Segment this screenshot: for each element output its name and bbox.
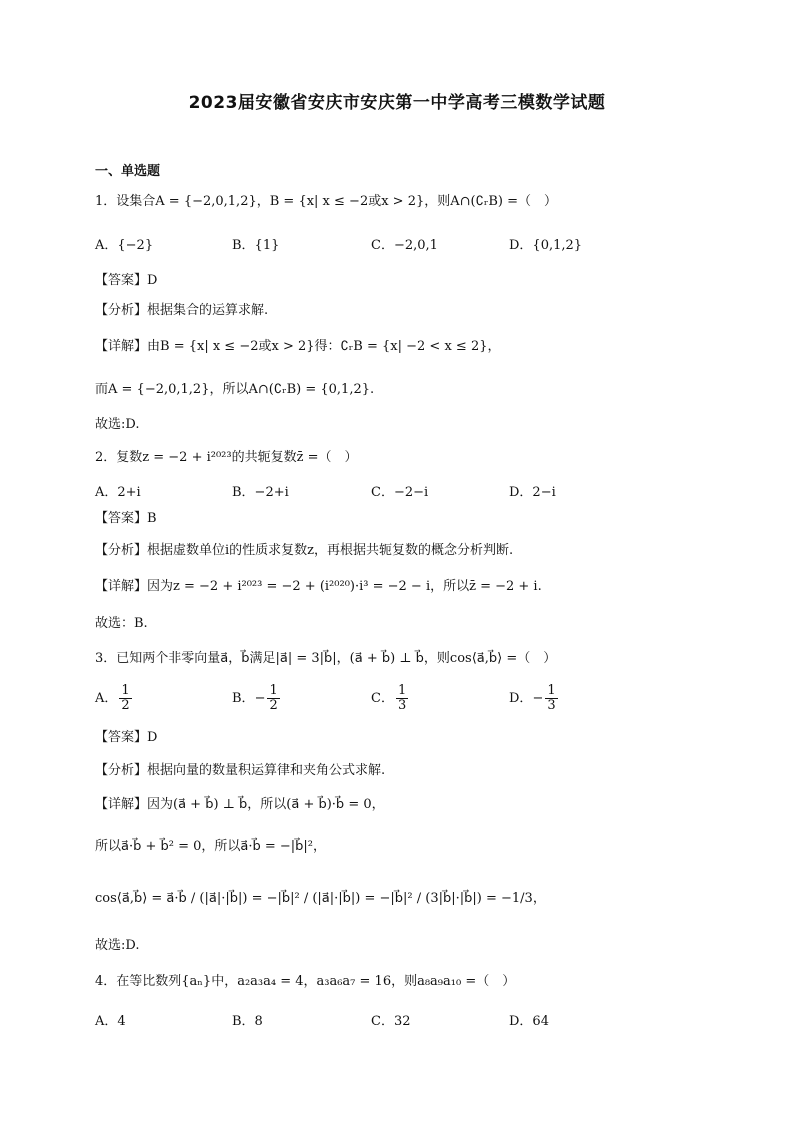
document-title: 2023届安徽省安庆市安庆第一中学高考三模数学试题 [188, 93, 606, 113]
detail-line: cos⟨a⃗,b⃗⟩ = a⃗·b⃗ / (|a⃗|·|b⃗|) = −|b⃗|² / (|a⃗|·|b⃗|) = −|b⃗|² / (3|b⃗|·|b⃗|) = −1/3， [95, 891, 546, 906]
option-b: B．8 [232, 1014, 263, 1029]
analysis-text: 根据虚数单位i的性质求复数z，再根据共轭复数的概念分析判断. [147, 543, 514, 558]
option-a: A．{−2} [95, 238, 154, 253]
answer-label: 【答案】 [95, 511, 148, 526]
question-3-options [95, 684, 695, 720]
fraction-denominator: 3 [397, 698, 407, 713]
analysis-label: 【分析】 [95, 543, 148, 558]
option-d: D．{0,1,2} [509, 238, 583, 253]
question-3-analysis [95, 762, 385, 780]
fraction [396, 684, 408, 713]
fraction [267, 684, 279, 713]
option-b [232, 684, 282, 713]
option-c: C．32 [371, 1014, 411, 1029]
option-c [371, 684, 410, 713]
analysis-text: 根据集合的运算求解. [147, 303, 269, 318]
question-4-options [95, 1010, 695, 1034]
answer-value: B [147, 511, 157, 526]
fraction-numerator: 1 [121, 683, 130, 698]
detail-line: 因为(a⃗ + b⃗) ⊥ b⃗，所以(a⃗ + b⃗)·b⃗ = 0， [147, 797, 385, 812]
option-d [509, 684, 560, 713]
question-1-analysis [95, 302, 268, 320]
detail-label: 【详解】 [95, 339, 148, 354]
detail-line: 因为z = −2 + i²⁰²³ = −2 + (i²⁰²⁰)·i³ = −2 − i，所以z̄ = −2 + i. [147, 579, 542, 594]
question-2-analysis [95, 542, 513, 560]
fraction [119, 684, 131, 713]
option-a: A．4 [95, 1014, 126, 1029]
question-2-options [95, 481, 695, 505]
fraction-denominator: 2 [121, 698, 130, 713]
question-1-stem: 1．设集合A = {−2,0,1,2}，B = {x| x ≤ −2或x > 2}，则A∩(∁ᵣB) =（ ） [95, 194, 558, 209]
option-letter: D． [509, 691, 533, 706]
detail-line: 所以a⃗·b⃗ + b⃗² = 0，所以a⃗·b⃗ = −|b⃗|²， [95, 839, 327, 854]
fraction-numerator: 1 [269, 683, 278, 698]
question-1-options [95, 234, 695, 258]
detail-line: 故选:D. [95, 938, 140, 953]
answer-value: D [147, 730, 158, 745]
question-4-stem: 4．在等比数列{aₙ}中，a₂a₃a₄ = 4，a₃a₆a₇ = 16，则a₈a₉a₁₀ =（ ） [95, 974, 516, 989]
answer-label: 【答案】 [95, 273, 148, 288]
fraction-numerator: 1 [547, 683, 556, 698]
answer-value: D [147, 273, 158, 288]
question-3-detail [95, 796, 385, 814]
question-1-detail [95, 338, 501, 356]
question-2-answer [95, 510, 157, 528]
detail-line: 故选:D. [95, 417, 140, 432]
question-2-detail [95, 578, 542, 596]
analysis-label: 【分析】 [95, 763, 148, 778]
fraction [545, 684, 557, 713]
fraction-numerator: 1 [397, 683, 407, 698]
option-b: B．{1} [232, 238, 280, 253]
analysis-text: 根据向量的数量积运算律和夹角公式求解. [147, 763, 386, 778]
option-a: A．2+i [95, 485, 141, 500]
answer-label: 【答案】 [95, 730, 148, 745]
detail-line: 而A = {−2,0,1,2}，所以A∩(∁ᵣB) = {0,1,2}. [95, 382, 375, 397]
detail-line: 由B = {x| x ≤ −2或x > 2}得：∁ᵣB = {x| −2 < x ≤ 2}， [147, 339, 501, 354]
question-3-answer [95, 729, 157, 747]
detail-label: 【详解】 [95, 579, 148, 594]
option-c: C．−2,0,1 [371, 238, 438, 253]
option-b: B．−2+i [232, 485, 289, 500]
option-letter: A． [95, 691, 118, 706]
fraction-denominator: 2 [269, 698, 278, 713]
option-sign: − [254, 691, 266, 706]
option-sign: − [532, 691, 544, 706]
option-letter: C． [371, 691, 394, 706]
option-letter: B． [232, 691, 255, 706]
question-2-stem: 2．复数z = −2 + i²⁰²³的共轭复数z̄ =（ ） [95, 450, 358, 465]
question-1-answer [95, 272, 157, 290]
question-3-stem: 3．已知两个非零向量a⃗，b⃗满足|a⃗| = 3|b⃗|，(a⃗ + b⃗) ⊥ b⃗，则cos⟨a⃗,b⃗⟩ =（ ） [95, 651, 557, 666]
detail-line: 故选：B. [95, 616, 148, 631]
option-a [95, 684, 134, 713]
fraction-denominator: 3 [547, 698, 556, 713]
detail-label: 【详解】 [95, 797, 148, 812]
option-c: C．−2−i [371, 485, 429, 500]
option-d: D．64 [509, 1014, 549, 1029]
option-d: D．2−i [509, 485, 556, 500]
analysis-label: 【分析】 [95, 303, 148, 318]
section-heading: 一、单选题 [95, 164, 161, 179]
